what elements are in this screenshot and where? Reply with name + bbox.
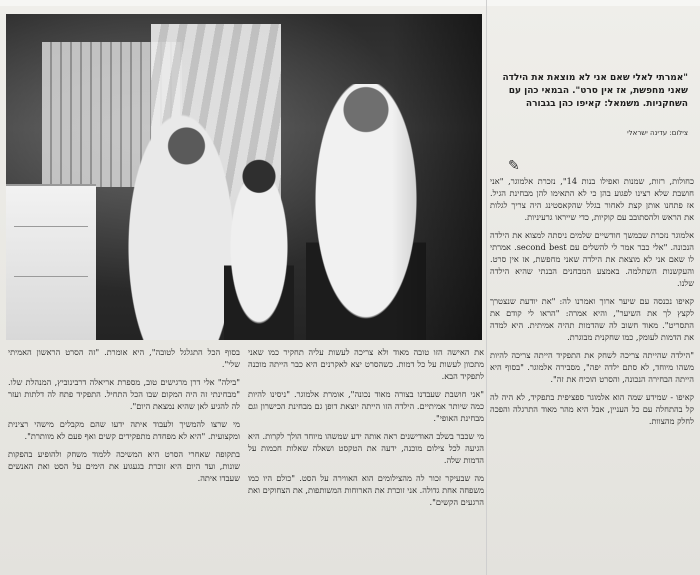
column-divider — [486, 0, 487, 575]
cabinet-drawer-line — [14, 276, 88, 277]
paragraph: "אני חושבת שעבדנו בצורה מאוד נכונה", אומרת אלמוגר. "ניסינו להיות כמה שיותר אמיתיים. הילדה הזו הייתה יוצאת דופן גם מבחינת הכישרון וגם מבחינת האופי". — [248, 389, 484, 423]
paragraph: "בילה" אלי דרן מרגישים טוב, מספרת אריאלה דרבינוביץ, המנהלת שלו. "מבחינתי זה היה המקום שבו הכל התחיל. התפקיד פתח לה דלתות ועזר לה להגיע לאן שהיא נמצאת היום". — [8, 377, 240, 411]
top-rule — [0, 0, 700, 6]
pencil-sketch-icon: ✎ — [508, 158, 520, 174]
article-column-left — [8, 346, 240, 570]
paragraph: כחולות, רזות, שמנות ואפילו בנות 14", נזכרת אלמוגר, "אני חושבת שלא רצינו לפגוע בהן כי לא התאימו להן מבחינת הגיל. אז פתחנו אותן קצת לאחור בגלל שהקאסטינג היה צריך לגלות את הראש ולהסתובב עם קוקיות, כדי שייראו גרעיניות. — [490, 176, 694, 222]
paragraph: קאיפו נכנסה עם שיער ארוך ואמרנו לה: "את יודעת שנצטרך לקצץ לך את השיער", והיא אמרה: "הראו לי קודם את התסריט". מאוד חשוב לה שהדמות תהיה אמיתית. היא למדה את הדמות לעומק, כמו שחקנית מבוגרת. — [490, 296, 694, 342]
cabinet-drawer-line — [14, 226, 88, 227]
paragraph: "הילדה שהייתה צריכה לשחק את התפקיד הייתה צריכה להיות משהו מיוחד, לא סתם ילדה יפה", מסבירה אלמוגר. "בסוף היא הייתה הבחירה הנכונה, והסרט הוכיח את זה". — [490, 350, 694, 384]
paragraph: את האישה הזו טובה מאוד ולא צריכה לעשות עליה תחקיר כמו שאני מתכוון לעשות על כל דמות. כשהסרט יצא לאקרנים היא כבר הייתה מוכנה לתפקיד הבא. — [248, 347, 484, 381]
paragraph: בתקופה שאחרי הסרט היא המשיכה ללמוד משחק ולהופיע בהפקות שונות, ועד היום היא זוכרת בגעגוע את הימים על הסט ואת האנשים שעבדו איתה. — [8, 449, 240, 483]
photo-shadow — [392, 14, 482, 340]
paragraph: קאיפו - שמידע שמה הוא אלמוגר ספציפית בתפקיד, לא היה לה קל בהתחלה עם כל העניין, אבל היא מהר מאוד התרגלה והפכה לחלק מהצוות. — [490, 392, 694, 426]
article-column-middle — [248, 346, 484, 570]
photo-credit: צילום: עדינה ישראלי — [627, 129, 688, 137]
photo-woman-figure — [126, 109, 236, 340]
paragraph: אלמוגר נזכרת שבמשך חודשיים שלמים ניסתה למצוא את הילדה הנכונה. "אלי כבר אמר לי להשלים עם second best. אמרתי לו שאם אני לא מוצאת את הילדה שאני מחפשת, אז אין סרט. והעקשנות השתלמה. באמצע המבחנים הבנתי שהיא הילדה שלנו. — [490, 230, 694, 288]
paragraph: מה שבעיקר זכור לה מהצילומים הוא האווירה על הסט. "כולם היו כמו משפחה אחת גדולה. אני זוכרת את הארוחות המשותפות, את הצחוקים ואת הרגעים הקשים". — [248, 473, 484, 507]
photo-girl-figure — [224, 154, 294, 340]
photo-cabinet — [6, 184, 96, 340]
paragraph: מי שכבר בשלב האודישנים ראה אותה ידע שמשהו מיוחד הולך לקרות. היא הגיעה לכל צילום מוכנה, ידעה את הטקסט ושאלה שאלות חכמות על הדמות שלה. — [248, 431, 484, 465]
paragraph: מי שרצו להמשיך ולעבוד איתה ידעו שהם מקבלים מישהי רצינית ומקצועית. "היא לא מפחדת מתפקידים קשים ואף פעם לא מוותרת". — [8, 419, 240, 441]
article-column-right — [490, 175, 694, 570]
article-photo — [6, 14, 482, 340]
paragraph: בסוף הכל התגלגל לטובה", היא אומרת. "זה הסרט הראשון האמיתי שלי". — [8, 347, 240, 369]
photo-caption: "אמרתי לאלי שאם אני לא מוצאת את הילדה שאני מחפשת, אז אין סרט". הבמאי כהן עם השחקניות. משמאל: קאיפו כהן בגבורה — [502, 73, 688, 109]
